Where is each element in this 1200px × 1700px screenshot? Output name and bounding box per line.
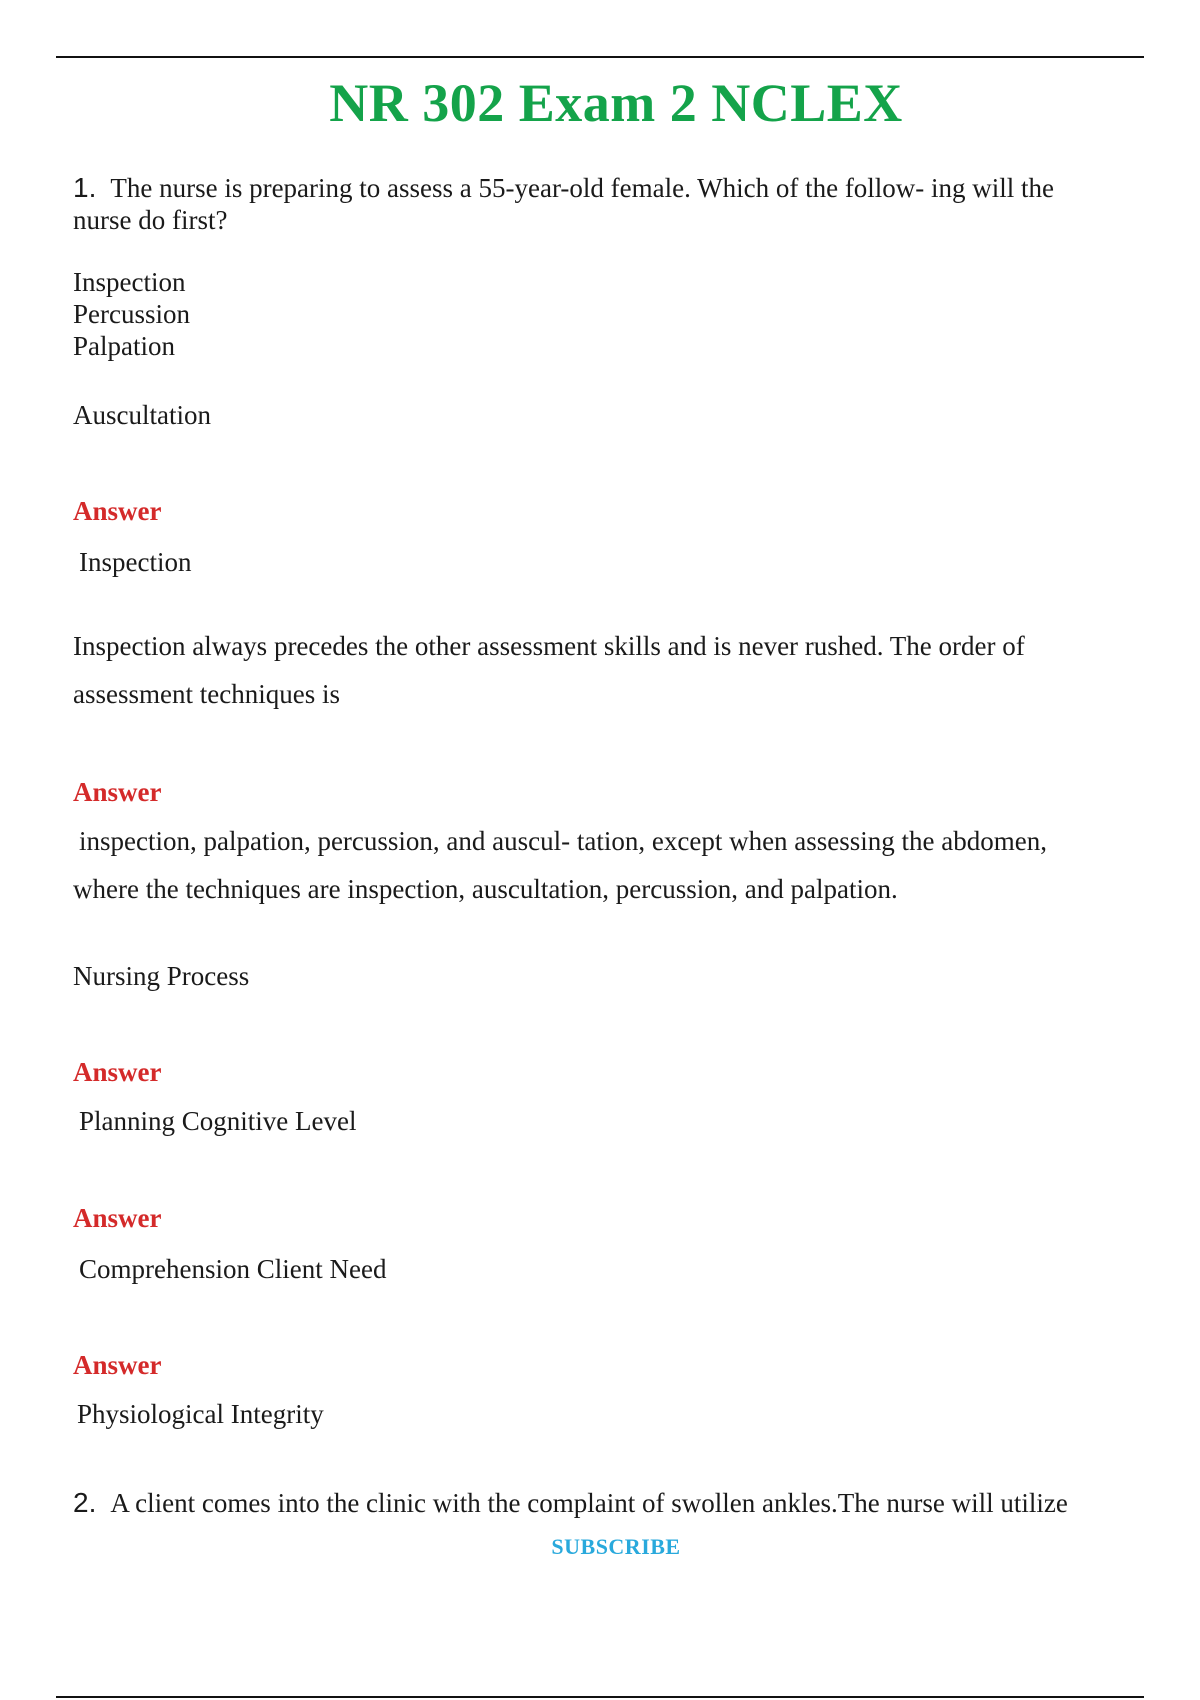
subscribe-link[interactable]: SUBSCRIBE — [551, 1534, 681, 1559]
question-1 — [73, 172, 1103, 236]
answer-label: Answer — [73, 1203, 162, 1233]
answer-text: Inspection — [79, 547, 192, 577]
option-inspection: Inspection — [73, 267, 186, 297]
bottom-rule — [56, 1696, 1144, 1698]
option-percussion: Percussion — [73, 299, 190, 329]
answer-text: Planning Cognitive Level — [79, 1106, 357, 1136]
question-text: The nurse is preparing to assess a 55-year-old female. Which of the follow- ing will the nurse do first? — [73, 173, 1055, 235]
document-title: NR 302 Exam 2 NCLEX — [329, 73, 903, 133]
answer-text: Physiological Integrity — [77, 1399, 324, 1429]
answer-text: Comprehension Client Need — [79, 1254, 387, 1284]
question-2 — [73, 1487, 1103, 1519]
question-text: A client comes into the clinic with the complaint of swollen ankles.The nurse will utilize — [110, 1488, 1068, 1518]
option-auscultation: Auscultation — [73, 400, 211, 430]
question-number: 2. — [73, 1487, 97, 1518]
answer-label: Answer — [73, 1350, 162, 1380]
explanation-text: Inspection always precedes the other assessment skills and is never rushed. The order of assessment techniques is — [73, 631, 1025, 709]
top-rule — [56, 56, 1144, 58]
option-palpation: Palpation — [73, 331, 175, 361]
answer-text: inspection, palpation, percussion, and auscul- tation, except when assessing the abdomen, where the techniques are inspection, auscultation, percussion, and palpation. — [73, 826, 1048, 904]
answer-label: Answer — [73, 777, 162, 807]
answer-label: Answer — [73, 496, 162, 526]
answer-label: Answer — [73, 1057, 162, 1087]
nursing-process-text: Nursing Process — [73, 961, 250, 991]
question-number: 1. — [73, 172, 97, 203]
